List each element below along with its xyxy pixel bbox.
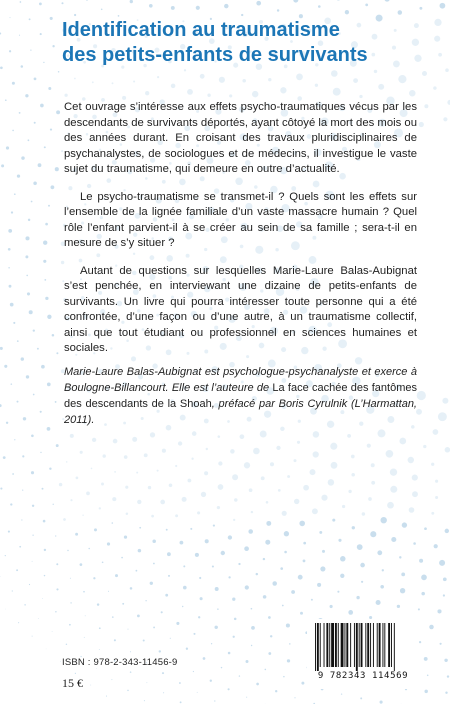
isbn: ISBN : 978-2-343-11456-9 (62, 657, 178, 668)
book-title (62, 18, 422, 68)
author-bio-part-2: , préfacé par Boris Cyrulnik (L’Harmattan, 2011). (64, 398, 417, 426)
price: 15 € (62, 676, 83, 690)
barcode-digits: 9 782343 114569 (317, 671, 409, 681)
barcode-bars (313, 623, 413, 671)
summary-text (64, 100, 417, 369)
title-line-2: des petits-enfants de survivants (62, 44, 368, 66)
title-line-1: Identification au traumatisme (62, 19, 340, 41)
barcode (307, 619, 419, 689)
summary-paragraph-1: Cet ouvrage s’intéresse aux effets psycho-traumatiques vécus par les descendants de survivants déportés, ayant côtoyé la mort des mois ou des années durant. En croisant des travaux pluridisciplinaires de psychanalystes, de sociologues et de médecins, il investigue le vaste sujet du traumatisme, qui demeure en outre d’actualité. (64, 101, 417, 175)
author-bio-part-1: est psychologue-psychanalyste et exerce à Boulogne-Billancourt. Elle est l’auteure de (64, 366, 417, 394)
summary-paragraph-3: Autant de questions sur lesquelles Marie-Laure Balas-Aubignat s’est penchée, en interviewant une dizaine de petits-enfants de survivants. Un livre qui pourra intéresser toute personne qui a été confrontée, d’une façon ou d’une autre, à un traumatisme collectif, ainsi que tout étudiant ou professionnel en sciences humaines et sociales. (64, 264, 417, 354)
author-name: Marie-Laure Balas-Aubignat (64, 366, 202, 378)
summary-paragraph-2: Le psycho-traumatisme se transmet-il ? Quels sont les effets sur l’ensemble de la lignée familiale d’un vaste massacre humain ? Quel rôle l’enfant parvient-il à se créer au sein de sa famille ; sera-t-il en mesure de s’y situer ? (64, 190, 417, 249)
previous-book-title: La face cachée des fantômes des descendants de la Shoah (64, 382, 417, 410)
author-bio (64, 364, 417, 428)
